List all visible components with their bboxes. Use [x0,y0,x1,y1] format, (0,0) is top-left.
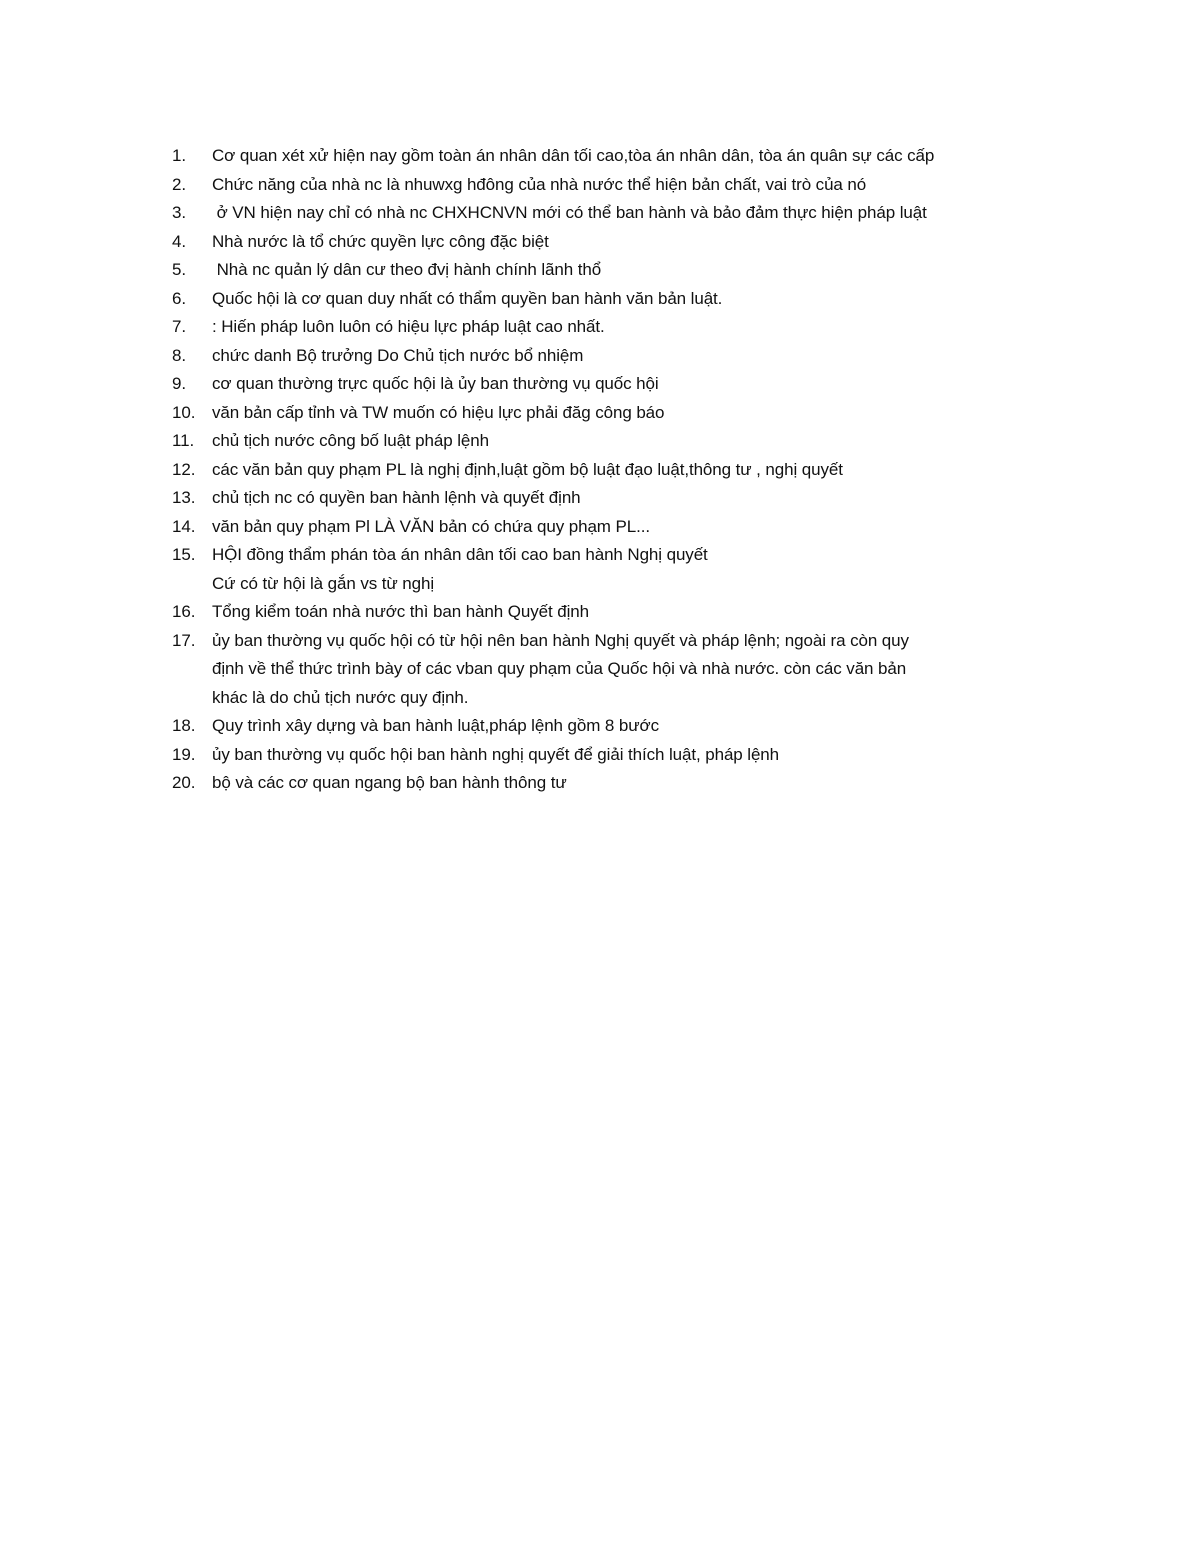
list-item [172,513,1072,542]
list-item-number: 4. [172,231,186,251]
list-item [172,484,1072,513]
list-item-line: ủy ban thường vụ quốc hội có từ hội nên ban hành Nghị quyết và pháp lệnh; ngoài ra còn quy [212,630,909,650]
list-item-text [212,741,1072,770]
list-item-line: Chức năng của nhà nc là nhuwxg hđông của nhà nước thể hiện bản chất, vai trò của nó [212,174,867,194]
list-item-text [212,228,1072,257]
list-item-text [212,712,1072,741]
list-item-text [212,627,1072,713]
list-item-number: 16. [172,602,196,621]
list-item-text [212,256,1072,285]
list-item-text [212,342,1072,371]
list-item [172,399,1072,428]
list-item-number: 3. [172,203,186,222]
list-item-line: định về thể thức trình bày of các vban quy phạm của Quốc hội và nhà nước. còn các văn bản [212,659,907,678]
list-item-line: Quốc hội là cơ quan duy nhất có thẩm quyền ban hành văn bản luật. [212,288,723,308]
list-item-number: 15. [172,545,196,564]
list-item-line: HỘI đồng thẩm phán tòa án nhân dân tối cao ban hành Nghị quyết [212,545,708,564]
list-item-line: Tổng kiểm toán nhà nước thì ban hành Quyết định [212,602,589,621]
numbered-list [172,142,1072,798]
list-item-line: các văn bản quy phạm PL là nghị định,luật gồm bộ luật đạo luật,thông tư , nghị quyết [212,459,843,479]
list-item-text [212,541,1072,598]
list-item [172,199,1072,228]
list-item-number: 17. [172,630,196,650]
list-item-line: chủ tịch nc có quyền ban hành lệnh và quyết định [212,488,581,507]
list-item-text [212,598,1072,627]
list-item-number: 13. [172,488,196,507]
list-item-number: 10. [172,402,196,422]
list-item [172,256,1072,285]
list-item-text [212,513,1072,542]
list-item-text [212,399,1072,428]
list-item [172,342,1072,371]
list-item-line: Cơ quan xét xử hiện nay gồm toàn án nhân dân tối cao,tòa án nhân dân, tòa án quân sự các cấp [212,146,935,165]
list-item-number: 18. [172,716,196,735]
list-item-number: 9. [172,374,186,393]
list-item-line: khác là do chủ tịch nước quy định. [212,687,469,707]
list-item [172,370,1072,399]
list-item [172,627,1072,713]
list-item-number: 1. [172,146,186,165]
list-item-text [212,484,1072,513]
list-item-line: ở VN hiện nay chỉ có nhà nc CHXHCNVN mới có thể ban hành và bảo đảm thực hiện pháp luật [212,203,927,222]
list-item-line: cơ quan thường trực quốc hội là ủy ban thường vụ quốc hội [212,374,659,393]
list-item-text [212,171,1072,200]
list-item [172,741,1072,770]
list-item [172,285,1072,314]
list-item [172,427,1072,456]
list-item-number: 12. [172,459,196,479]
list-item-number: 11. [172,431,195,450]
list-item-number: 8. [172,345,186,365]
list-item-line: chức danh Bộ trưởng Do Chủ tịch nước bổ nhiệm [212,345,584,365]
list-item-text [212,456,1072,485]
list-item-text [212,370,1072,399]
list-item [172,712,1072,741]
list-item [172,769,1072,798]
list-item-number: 19. [172,744,196,764]
list-item [172,313,1072,342]
list-item-number: 2. [172,174,186,194]
list-item-text [212,313,1072,342]
list-item-text [212,142,1072,171]
list-item-text [212,285,1072,314]
list-item-line: bộ và các cơ quan ngang bộ ban hành thông tư [212,773,567,792]
list-item-line: Nhà nc quản lý dân cư theo đvị hành chính lãnh thổ [212,260,602,279]
list-item-line: ủy ban thường vụ quốc hội ban hành nghị quyết để giải thích luật, pháp lệnh [212,744,780,764]
list-item-line: văn bản cấp tỉnh và TW muốn có hiệu lực phải đăg công báo [212,402,665,422]
list-item [172,598,1072,627]
list-item-number: 6. [172,288,186,308]
list-item [172,541,1072,598]
list-item-line: Nhà nước là tổ chức quyền lực công đặc biệt [212,231,549,251]
list-item-text [212,427,1072,456]
list-item-text [212,199,1072,228]
list-item [172,228,1072,257]
list-item-number: 7. [172,317,186,336]
list-item [172,171,1072,200]
list-item-line: chủ tịch nước công bố luật pháp lệnh [212,431,489,450]
list-item-number: 20. [172,773,196,792]
list-item-line: Cứ có từ hội là gắn vs từ nghị [212,573,435,593]
list-item-line: : Hiến pháp luôn luôn có hiệu lực pháp luật cao nhất. [212,317,605,336]
list-item-text [212,769,1072,798]
list-item [172,456,1072,485]
list-item-line: Quy trình xây dựng và ban hành luật,pháp lệnh gồm 8 bước [212,716,659,735]
list-item [172,142,1072,171]
list-item-number: 5. [172,260,186,279]
list-item-number: 14. [172,516,196,536]
list-item-line: văn bản quy phạm Pl LÀ VĂN bản có chứa quy phạm PL... [212,516,650,536]
